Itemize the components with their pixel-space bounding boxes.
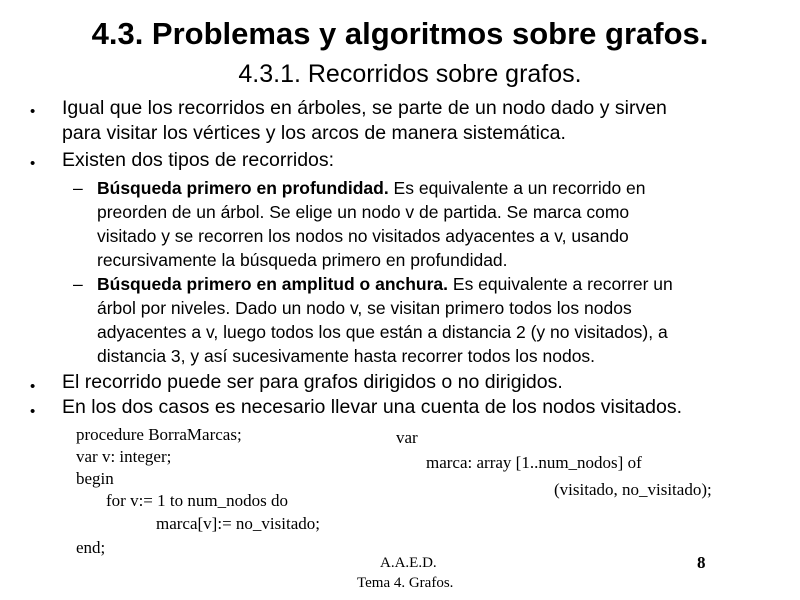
- slide-subtitle: 4.3.1. Recorridos sobre grafos.: [238, 60, 582, 88]
- code-line: var v: integer;: [76, 447, 172, 466]
- code-line: begin: [76, 469, 114, 488]
- code-line: for v:= 1 to num_nodos do: [106, 491, 288, 510]
- sub-bullet-text: distancia 3, y así sucesivamente hasta recorrer todos los nodos.: [97, 346, 596, 366]
- code-line: procedure BorraMarcas;: [76, 425, 242, 444]
- footer-topic: Tema 4. Grafos.: [357, 575, 454, 591]
- sub-bullet-first-line: [97, 176, 646, 200]
- sub-bullet-text: Es equivalente a un recorrido en: [388, 178, 646, 198]
- sub-bullet-marker: –: [73, 274, 83, 294]
- sub-bullet-text: Es equivalente a recorrer un: [448, 274, 673, 294]
- sub-bullet-heading: Búsqueda primero en amplitud o anchura.: [97, 274, 449, 294]
- bullet-text: Igual que los recorridos en árboles, se parte de un nodo dado y sirven: [62, 97, 667, 119]
- bullet-text-continuation: para visitar los vértices y los arcos de manera sistemática.: [62, 122, 566, 144]
- bullet-text: Existen dos tipos de recorridos:: [62, 149, 335, 171]
- bullet-text: En los dos casos es necesario llevar una cuenta de los nodos visitados.: [62, 396, 683, 418]
- bullet-text: El recorrido puede ser para grafos dirigidos o no dirigidos.: [62, 371, 563, 393]
- page-number: 8: [697, 553, 706, 572]
- bullet-marker: •: [30, 155, 36, 172]
- slide-title: 4.3. Problemas y algoritmos sobre grafos.: [91, 16, 709, 51]
- code-line: var: [396, 428, 418, 447]
- footer-course: A.A.E.D.: [380, 555, 437, 571]
- sub-bullet-first-line: [97, 272, 673, 296]
- code-line: (visitado, no_visitado);: [554, 480, 712, 499]
- sub-bullet-text: visitado y se recorren los nodos no visitados adyacentes a v, usando: [97, 226, 629, 246]
- bullet-marker: •: [30, 403, 36, 420]
- bullet-marker: •: [30, 103, 36, 120]
- sub-bullet-text: preorden de un árbol. Se elige un nodo v de partida. Se marca como: [97, 202, 630, 222]
- sub-bullet-marker: –: [73, 178, 83, 198]
- code-line: marca[v]:= no_visitado;: [156, 514, 320, 533]
- sub-bullet-text: recursivamente la búsqueda primero en profundidad.: [97, 250, 508, 270]
- sub-bullet-text: adyacentes a v, luego todos los que están a distancia 2 (y no visitados), a: [97, 322, 668, 342]
- bullet-marker: •: [30, 378, 36, 395]
- sub-bullet-heading: Búsqueda primero en profundidad.: [97, 178, 389, 198]
- sub-bullet-text: árbol por niveles. Dado un nodo v, se visitan primero todos los nodos: [97, 298, 632, 318]
- code-line: marca: array [1..num_nodos] of: [426, 453, 642, 472]
- code-line: end;: [76, 538, 106, 557]
